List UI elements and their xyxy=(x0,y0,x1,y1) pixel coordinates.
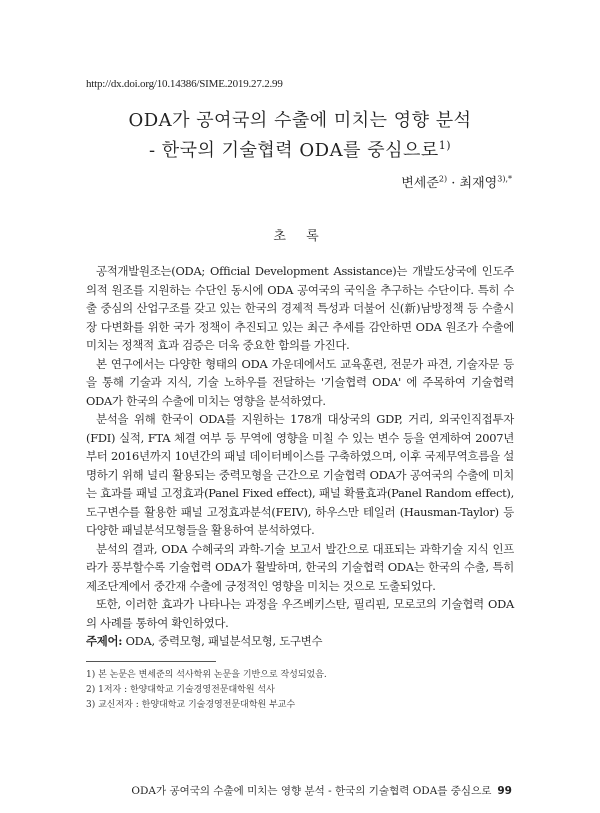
title-line-2 xyxy=(0,136,600,162)
page-number: 99 xyxy=(497,785,512,797)
abstract-paragraph: 분석의 결과, ODA 수혜국의 과학-기술 보고서 발간으로 대표되는 과학기술 지식 인프라가 풍부할수록 기술협력 ODA가 활발하며, 한국의 기술협력 ODA는 한국의 수출, 특히 제조단계에서 중간재 수출에 긍정적인 영향을 미치는 것으로 도출되었다. xyxy=(86,541,514,593)
running-footer xyxy=(131,783,512,798)
keywords-label: 주제어: xyxy=(86,634,123,648)
abstract-paragraph: 또한, 이러한 효과가 나타나는 과정을 우즈베키스탄, 필리핀, 모로코의 기술협력 ODA의 사례를 통하여 확인하였다. xyxy=(86,597,514,630)
author-separator: · xyxy=(447,176,460,191)
abstract-paragraph: 공적개발원조는(ODA; Official Development Assistance)는 개발도상국에 인도주의적 원조를 지원하는 수단인 동시에 ODA 공여국의 국익을 추구하는 수단이다. 특히 수출 중심의 산업구조를 갖고 있는 한국의 경제적 특성과 더불어 신(新)남방정책 등 수출시장 다변화를 위한 국가 정책이 추진되고 있는 최근 추세를 감안하면 ODA 원조가 수출에 미치는 정책적 효과 검증은 더욱 중요한 함의를 가진다. xyxy=(86,264,514,352)
title-line-1: ODA가 공여국의 수출에 미치는 영향 분석 xyxy=(128,110,472,131)
abstract-paragraph: 분석을 위해 한국이 ODA를 지원하는 178개 대상국의 GDP, 거리, 외국인직접투자(FDI) 실적, FTA 체결 여부 등 무역에 영향을 미칠 수 있는 변수 등을 연계하여 2007년부터 2016년까지 10년간의 패널 데이터베이스를 구축하였으며, 이후 국제무역흐름을 설명하기 위해 널리 활용되는 중력모형을 근간으로 기술협력 ODA가 공여국의 수출에 미치는 효과를 패널 고정효과(Panel Fixed effect), 패널 확률효과(Panel Random effect), 도구변수를 활용한 패널 고정효과분석(FEIV), 하우스만 테일러 (Hausman-Taylor) 등 다양한 패널분석모형들을 활용하여 분석하였다. xyxy=(86,412,514,537)
footnote-2: 2) 1저자 : 한양대학교 기술경영전문대학원 석사 xyxy=(86,685,275,695)
keywords-text: ODA, 중력모형, 패널분석모형, 도구변수 xyxy=(122,634,323,648)
running-footer-title: ODA가 공여국의 수출에 미치는 영향 분석 - 한국의 기술협력 ODA를 중심으로 xyxy=(131,785,492,797)
abstract-paragraph: 본 연구에서는 다양한 형태의 ODA 가운데에서도 교육훈련, 전문가 파견, 기술자문 등을 통해 기술과 지식, 기술 노하우를 전달하는 '기술협력 ODA' 에 주목하여 기술협력 ODA가 한국의 수출에 미치는 영향을 분석하였다. xyxy=(86,356,514,408)
author-2: 최재영 xyxy=(459,176,498,191)
footnote-1: 1) 본 논문은 변세준의 석사학위 논문을 기반으로 작성되었음. xyxy=(86,670,327,680)
title-line-2-text: - 한국의 기술협력 ODA를 중심으로 xyxy=(148,140,439,161)
title-footnote-ref: 1) xyxy=(438,139,452,152)
author-2-note: 3),* xyxy=(497,174,512,184)
author-1-note: 2) xyxy=(438,174,448,184)
abstract-body xyxy=(86,262,514,651)
author-list xyxy=(401,172,512,191)
keywords-line xyxy=(86,632,514,651)
footnote-3: 3) 교신저자 : 한양대학교 기술경영전문대학원 부교수 xyxy=(86,700,296,710)
abstract-heading: 초 록 xyxy=(273,229,327,244)
author-1: 변세준 xyxy=(401,176,439,191)
doi-link[interactable]: http://dx.doi.org/10.14386/SIME.2019.27.2.99 xyxy=(86,78,283,90)
footnote-divider xyxy=(86,661,216,662)
footnotes xyxy=(86,668,516,713)
